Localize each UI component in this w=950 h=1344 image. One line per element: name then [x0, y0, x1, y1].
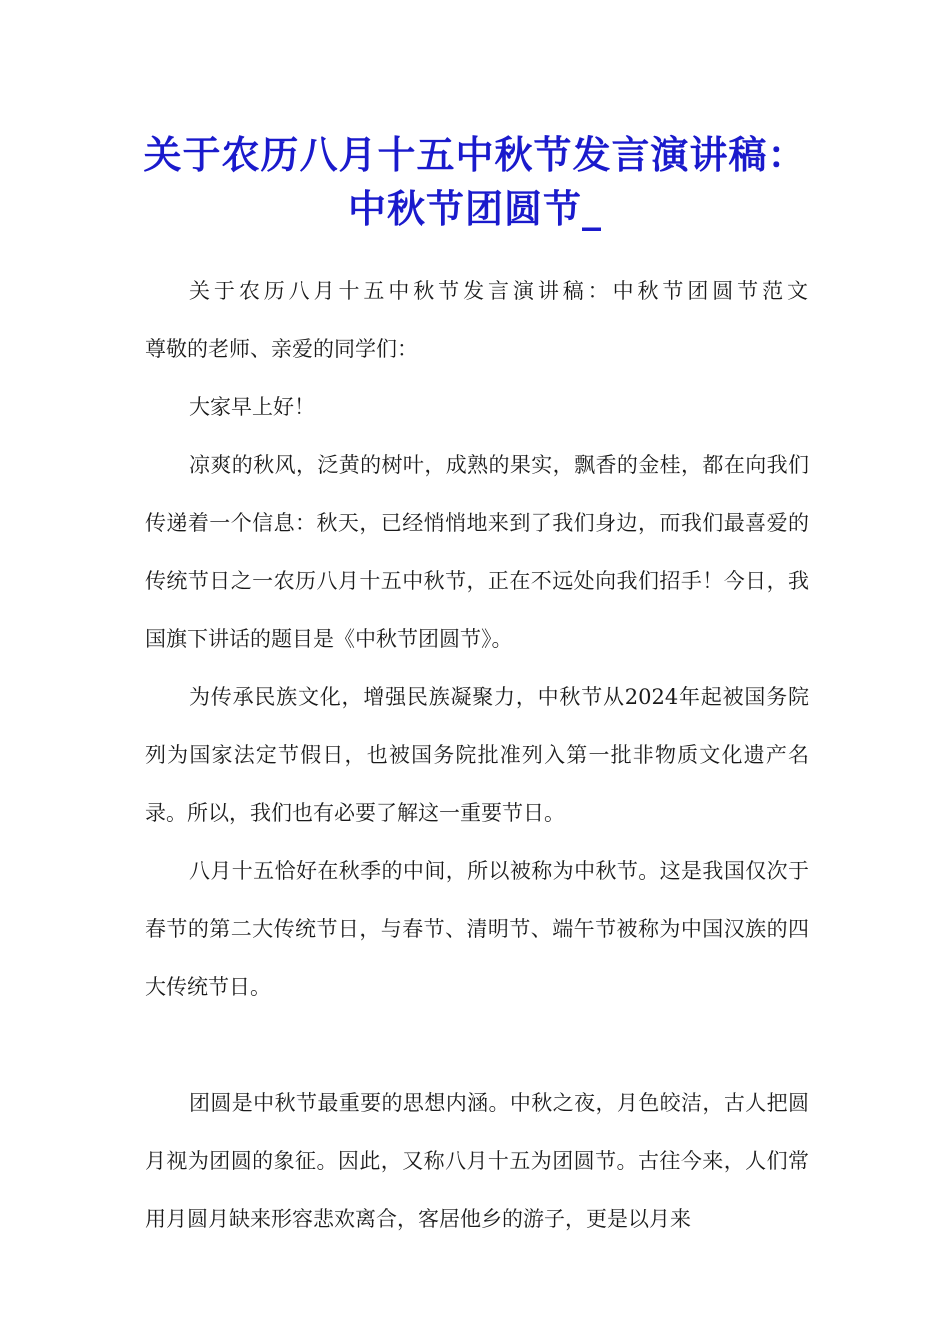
document-title: 关于农历八月十五中秋节发言演讲稿：中秋节团圆节_: [143, 132, 807, 231]
paragraph-heritage: 为传承民族文化，增强民族凝聚力，中秋节从2024年起被国务院列为国家法定节假日，也被国务院批准列入第一批非物质文化遗产名录。所以，我们也有必要了解这一重要节日。: [145, 685, 809, 825]
paragraph-reunion: 团圆是中秋节最重要的思想内涵。中秋之夜，月色皎洁，古人把圆月视为团圆的象征。因此，又称八月十五为团圆节。古往今来，人们常用月圆月缺来形容悲欢离合，客居他乡的游子，更是以月来: [145, 1091, 809, 1231]
paragraph-intro: 关于农历八月十五中秋节发言演讲稿：中秋节团圆节范文: [189, 279, 809, 303]
document-body: [145, 262, 809, 1248]
paragraph-mid-autumn-origin: 八月十五恰好在秋季的中间，所以被称为中秋节。这是我国仅次于春节的第二大传统节日，与春节、清明节、端午节被称为中国汉族的四大传统节日。: [145, 859, 809, 999]
paragraph-autumn: 凉爽的秋风，泛黄的树叶，成熟的果实，飘香的金桂，都在向我们传递着一个信息：秋天，已经悄悄地来到了我们身边，而我们最喜爱的传统节日之一农历八月十五中秋节，正在不远处向我们招手！今日，我国旗下讲话的题目是《中秋节团圆节》。: [145, 453, 809, 651]
paragraph-salutation: 尊敬的老师、亲爱的同学们：: [145, 337, 418, 361]
paragraph-greeting: 大家早上好！: [189, 395, 315, 419]
